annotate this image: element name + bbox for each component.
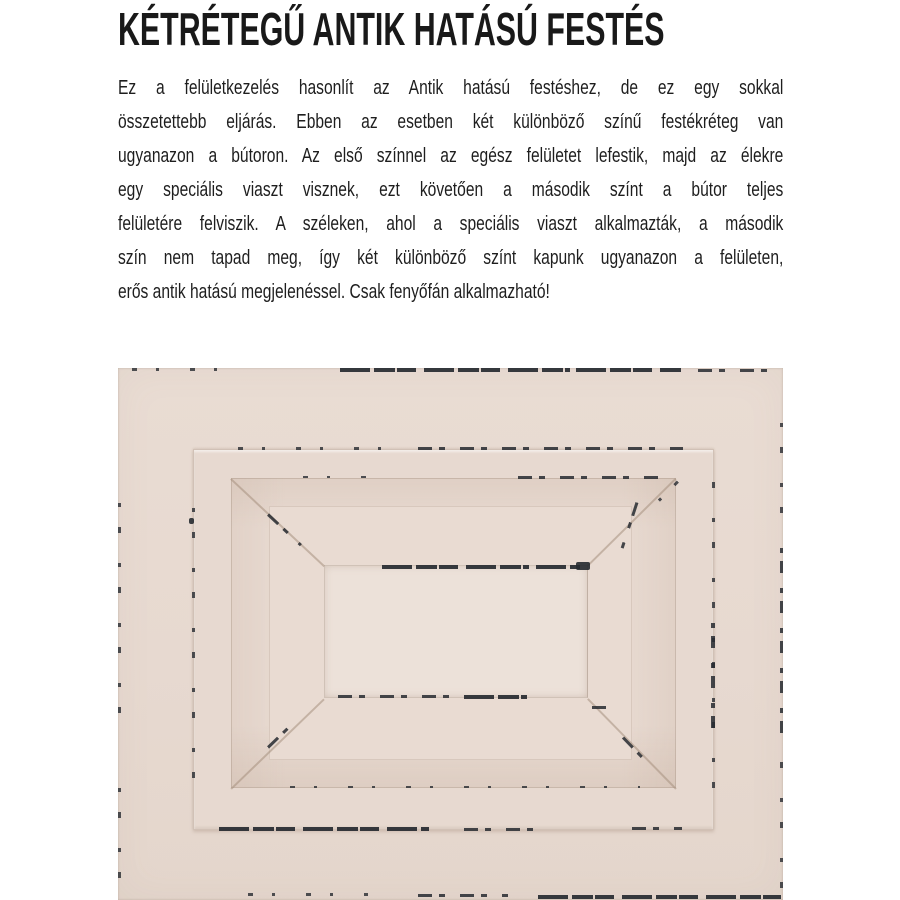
paragraph-line: egy speciális viaszt visznek, ezt követően a második színt a bútor teljes (118, 179, 784, 201)
distress-mark (382, 565, 529, 569)
distress-mark (338, 695, 460, 698)
door-panel-photo (118, 366, 783, 900)
distress-mark (538, 895, 781, 899)
distress-mark (192, 488, 195, 778)
distress-mark (518, 476, 663, 479)
distress-mark (303, 476, 373, 478)
distress-mark (418, 447, 683, 450)
distress-mark (118, 768, 121, 878)
paragraph-line: Ez a felületkezelés hasonlít az Antik hatású festéshez, de ez egy sokkal (118, 77, 784, 99)
distress-mark (418, 894, 508, 897)
panel-center-field (324, 565, 588, 698)
cabinet-door (118, 368, 783, 900)
distress-mark (780, 393, 783, 513)
distress-mark (219, 827, 429, 831)
paragraph-line: szín nem tapad meg, így két különböző színt kapunk ugyanazon a felületen, (118, 247, 784, 269)
distress-mark (576, 368, 681, 372)
paragraph-line: felületére felviszik. A széleken, ahol a speciális viaszt alkalmazták, a második (118, 213, 784, 235)
distress-mark (132, 368, 242, 371)
distress-mark (592, 706, 608, 709)
distress-mark (632, 827, 682, 830)
distress-mark (118, 503, 121, 713)
distress-mark (464, 828, 542, 831)
distress-mark (536, 565, 580, 569)
distress-mark (698, 369, 776, 372)
paragraph-line: összetettebb eljárás. Ebben az esetben két különböző színű festékréteg van (118, 111, 784, 133)
page-title-area (118, 4, 783, 58)
distress-mark (711, 618, 715, 728)
distress-mark (780, 533, 783, 733)
distress-mark (576, 562, 590, 570)
distress-mark (340, 368, 570, 372)
page-title: KÉTRÉTEGŰ ANTIK HATÁSÚ FESTÉS (118, 3, 665, 55)
distress-mark (189, 518, 194, 524)
distress-mark (248, 893, 368, 896)
distress-mark (238, 447, 388, 450)
distress-mark (464, 695, 527, 699)
distress-mark (290, 786, 640, 788)
distress-mark (780, 753, 783, 888)
article-paragraph (118, 71, 783, 309)
paragraph-line: ugyanazon a bútoron. Az első színnel az egész felületet lefestik, majd az élekre (118, 145, 784, 167)
paragraph-line: erős antik hatású megjelenéssel. Csak fenyőfán alkalmazható! (118, 281, 550, 303)
